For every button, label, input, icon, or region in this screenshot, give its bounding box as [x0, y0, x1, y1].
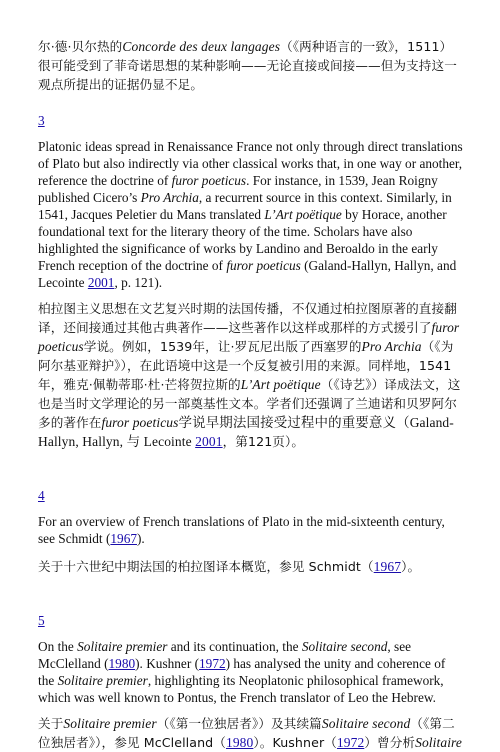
italic-title: L’Art poëtique: [240, 377, 321, 392]
italic-title: Pro Archia: [140, 190, 199, 205]
text-run: On the: [38, 639, 78, 654]
text-run: , highlighting its Neoplatonic philosophical framework, which was well known to Pontus, the French translator of Leo the Hebrew.: [38, 673, 444, 705]
text-run: 尔·德·贝尔热的: [38, 39, 123, 54]
text-run: , a recurrent source in this context. Similarly, in 1541, Jacques Peletier du Mans translated: [38, 190, 452, 222]
text-run: ）曾分析: [364, 735, 416, 750]
text-run: ). Kushner (: [135, 656, 200, 671]
text-run: （《诗艺》）译成法文，这也是当时文学理论的另一部奠基性文本。学者们还强调了兰迪诺和贝罗阿尔多的著作在: [38, 377, 461, 430]
text-run: . For instance, in 1539, Jean Roigny published Cicero’s: [38, 173, 438, 205]
note-3-zh-text: [38, 299, 464, 451]
note-3-link[interactable]: 3: [38, 113, 45, 128]
italic-title: Solitaire premier: [77, 639, 168, 654]
note-4-link[interactable]: 4: [38, 488, 45, 503]
text-run: ）。Kushner（: [253, 735, 337, 750]
text-run: (Galand-Hallyn, Hallyn, and Lecointe: [38, 258, 457, 290]
note-3-en-text: [38, 138, 464, 291]
text-run: ).: [136, 531, 145, 546]
text-run: （《第二位独居者》），参见 McClelland（: [38, 716, 455, 750]
text-run: For an overview of French translations of Plato in the mid-sixteenth century, see Schmidt (: [38, 514, 445, 546]
text-run: （《第一位独居者》）及其续篇: [156, 716, 322, 731]
text-run: ）。: [401, 559, 421, 574]
citation-link[interactable]: 1980: [225, 735, 254, 750]
italic-term: furor poeticus: [226, 258, 301, 273]
italic-title: Pro Archia: [361, 339, 422, 354]
note-4-zh-text: [38, 557, 464, 576]
italic-title: L’Art poëtique: [264, 207, 342, 222]
italic-title: Solitaire: [415, 735, 463, 750]
citation-link[interactable]: 1967: [373, 559, 402, 574]
text-run: （《两种语言的一致》，1511）很可能受到了菲奇诺思想的某种影响——无论直接或间接——但为支持这一观点所提出的证据仍显不足。: [38, 39, 457, 92]
text-run: ) has analysed the unity and coherence of the: [38, 656, 446, 688]
italic-title: Solitaire premier: [63, 716, 157, 731]
note-5-en-text: [38, 638, 464, 706]
italic-title: Solitaire second: [321, 716, 411, 731]
text-run: 关于十六世纪中期法国的柏拉图译本概览，参见 Schmidt（: [38, 559, 374, 574]
italic-title: Solitaire second: [301, 639, 388, 654]
italic-title: Concorde des deux langages: [122, 39, 281, 54]
text-run: 学说早期法国接受过程中的重要意义（Galand-Hallyn, Hallyn, 与 Lecointe: [38, 415, 454, 449]
text-run: Platonic ideas spread in Renaissance France not only through direct translations of Plato but also indirectly via other classical works that, in one way or another, reference the doctrine of: [38, 139, 463, 188]
italic-term: furor poeticus: [171, 173, 247, 188]
text-run: （《为阿尔基亚辩护》），在此语境中这是一个反复被引用的来源。同样地，1541年，雅克·佩勒蒂耶·杜·芒将贺拉斯的: [38, 339, 454, 392]
citation-link[interactable]: 2001: [87, 275, 115, 290]
citation-link[interactable]: 1972: [199, 656, 226, 671]
text-run: 学说。例如，1539年，让·罗瓦尼出版了西塞罗的: [83, 339, 362, 354]
note-4-en-text: [38, 513, 464, 547]
note-5-link[interactable]: 5: [38, 613, 45, 628]
text-run: 柏拉图主义思想在文艺复兴时期的法国传播，不仅通过柏拉图原著的直接翻译，还间接通过其他古典著作——这些著作以这样或那样的方式援引了: [38, 301, 457, 335]
text-run: 关于: [38, 716, 64, 731]
text-run: and its continuation, the: [167, 639, 302, 654]
text-run: , p. 121).: [114, 275, 163, 290]
italic-title: Solitaire premier: [57, 673, 148, 688]
text-run: by Horace, another foundational text for the literary theory of the time. Scholars have also highlighted the significance of works by Landino and Beroaldo in the early French reception of the doctrine of: [38, 207, 447, 273]
text-run: , see McClelland (: [38, 639, 412, 671]
citation-link[interactable]: 2001: [195, 434, 223, 449]
italic-term: furor poeticus: [101, 415, 179, 430]
zh-paragraph-continued: [38, 0, 464, 94]
italic-term: furor poeticus: [38, 320, 460, 354]
citation-link[interactable]: 1980: [108, 656, 136, 671]
citation-link[interactable]: 1967: [110, 531, 137, 546]
note-5-zh-text: [38, 714, 464, 752]
citation-link[interactable]: 1972: [336, 735, 365, 750]
text-run: ，第121页）。: [222, 434, 305, 449]
